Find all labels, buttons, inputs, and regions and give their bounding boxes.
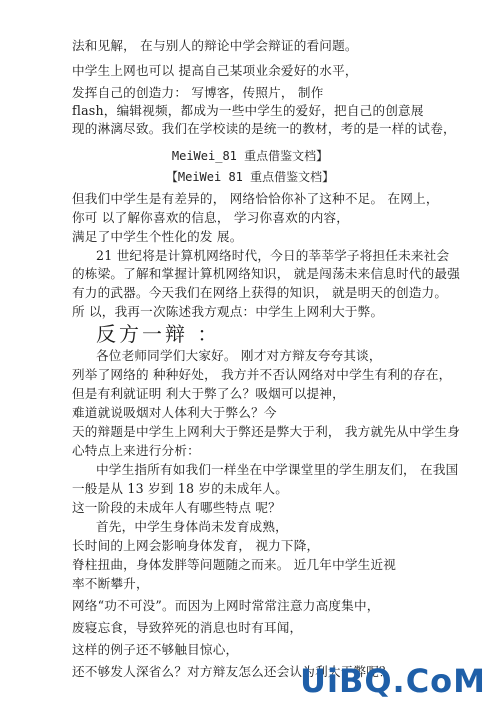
text-line: 的栋梁。了解和掌握计算机网络知识， 就是闯荡未来信息时代的最强 — [72, 266, 461, 281]
text-line: 废寝忘食，导致猝死的消息也时有耳闻， — [72, 620, 303, 635]
text-line: 所 以，我再一次陈述我方观点：中学生上网利大于弊。 — [72, 304, 384, 319]
text-line: 现的淋漓尽致。我们在学校读的是统一的教材，考的是一样的试卷， — [72, 121, 456, 136]
text-line: 一般是从 13 岁到 18 岁的未成年人。 — [72, 481, 288, 496]
text-line: 列举了网络的 种种好处， 我方并不否认网络对中学生有利的存在， — [72, 367, 452, 382]
text-line: 这一阶段的未成年人有哪些特点 呢？ — [72, 500, 281, 515]
text-line: 但我们中学生是有差异的， 网络恰恰你补了这种不足。 在网上， — [72, 191, 439, 206]
text-line: 率不断攀升， — [72, 576, 149, 591]
text-line: 网络“功不可没”。而因为上网时常常注意力高度集中， — [72, 598, 380, 613]
text-line: 但是有利就证明 利大于弊了么？吸烟可以提神， — [72, 386, 345, 401]
text-line: 天的辩题是中学生上网利大于弊还是弊大于利， 我方就先从中学生身 — [72, 424, 461, 439]
text-line: 首先，中学生身体尚未发育成熟， — [96, 519, 288, 534]
text-line: 法和见解， 在与别人的辩论中学会辩证的看问题。 — [72, 38, 358, 53]
text-line: flash，编辑视频，都成为一些中学生的爱好，把自己的创意展 — [72, 103, 424, 118]
text-line: 难道就说吸烟对人体利大于弊么？今 — [72, 405, 277, 420]
text-line: 中学生上网也可以 提高自己某项业余爱好的水平， — [72, 63, 358, 78]
doc-header: 【MeiWei 81 重点借鉴文档】 — [165, 170, 335, 184]
text-line: 发挥自己的创造力： 写博客，传照片， 制作 — [72, 85, 324, 100]
section-title: 反方一辩 ： — [96, 322, 221, 346]
text-line: 有力的武器。今天我们在网络上获得的知识， 就是明天的创造力。 — [72, 285, 448, 300]
text-line: 这样的例子还不够触目惊心， — [72, 642, 239, 657]
text-line: 还不够发人深省么？对方辩友怎么还会认为利大于弊呢？ — [72, 664, 392, 679]
doc-header: MeiWei_81 重点借鉴文档】 — [171, 149, 329, 163]
text-line: 脊柱扭曲，身体发胖等问题随之而来。 近几年中学生近视 — [72, 557, 397, 572]
watermark-logo: UiBQ.CoM — [299, 662, 486, 700]
text-line: 你可 以了解你喜欢的信息， 学习你喜欢的内容， — [72, 210, 350, 225]
text-line: 满足了中学生个性化的发 展。 — [72, 229, 243, 244]
text-line: 各位老师同学们大家好。 刚才对方辩友夸夸其谈， — [96, 348, 382, 363]
text-line: 心特点上来进行分析： — [72, 443, 200, 458]
text-line: 中学生指所有如我们一样坐在中学课堂里的学生朋友们， 在我国 — [96, 462, 459, 477]
text-line: 长时间的上网会影响身体发育， 视力下降， — [72, 538, 320, 553]
text-line: 21 世纪将是计算机网络时代，今日的莘莘学子将担任未来社会 — [96, 248, 450, 263]
